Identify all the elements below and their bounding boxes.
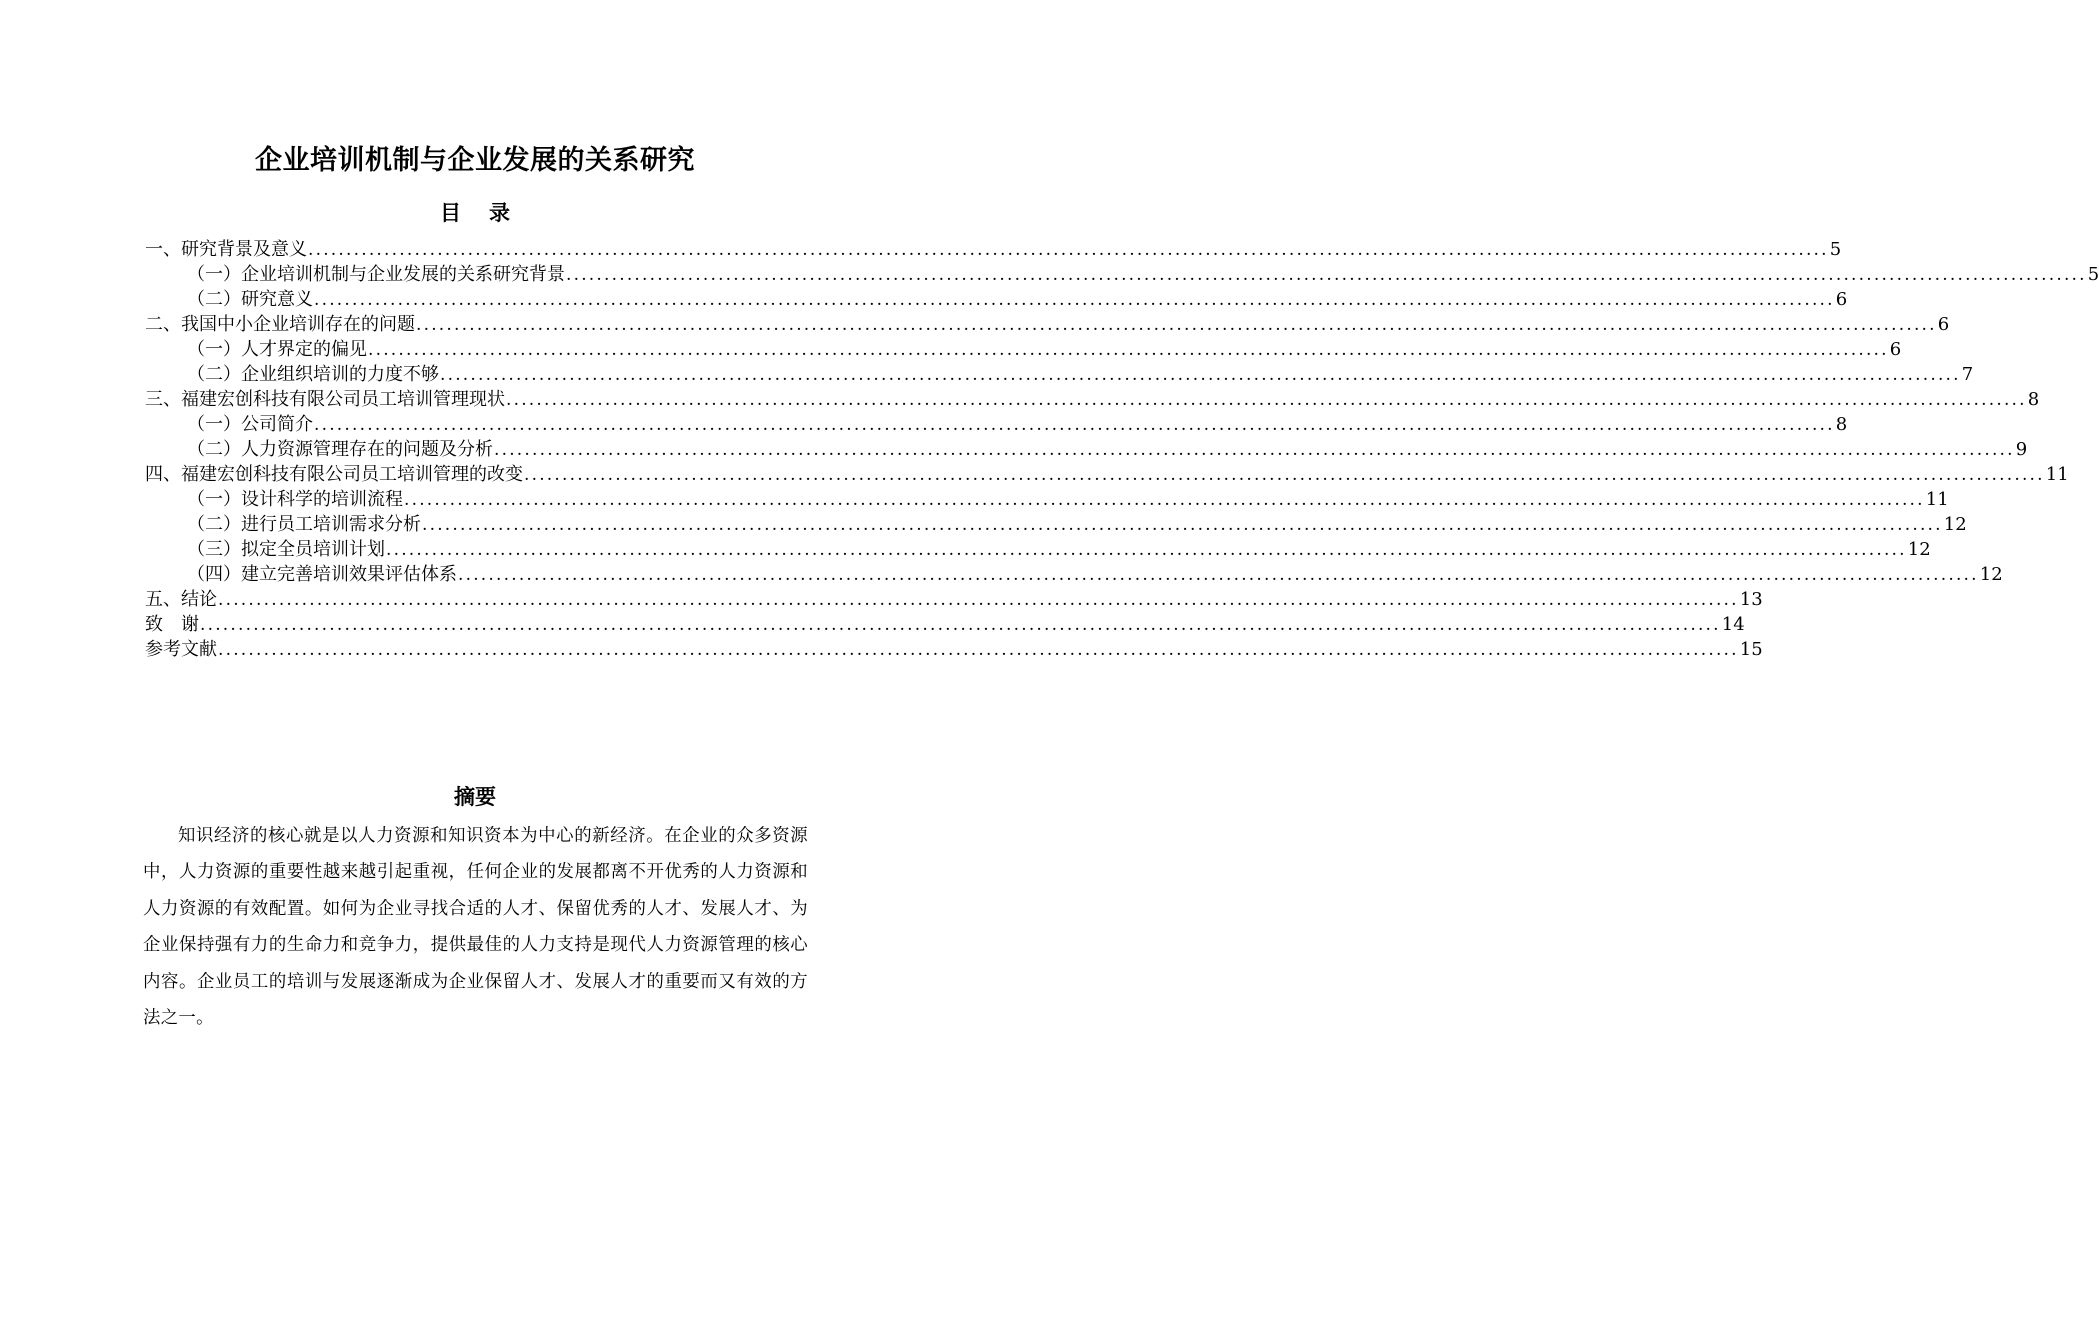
toc-entry-label: （二）企业组织培训的力度不够 — [187, 364, 439, 385]
abstract-body: 知识经济的核心就是以人力资源和知识资本为中心的新经济。在企业的众多资源中，人力资源的重要性越来越引起重视，任何企业的发展都离不开优秀的人力资源和人力资源的有效配置。如何为企业寻找合适的人才、保留优秀的人才、发展人才、为企业保持强有力的生命力和竞争力，提供最佳的人力支持是现代人力资源管理的核心内容。企业员工的培训与发展逐渐成为企业保留人才、发展人才的重要而又有效的方法之一。 — [143, 826, 808, 1029]
toc-entry-page: 6 — [1937, 314, 1950, 335]
toc-dot-leader: ........................................................................................................................................................................................................ — [386, 540, 1907, 560]
toc-entry-page: 14 — [1721, 614, 1745, 635]
toc-entry-page: 5 — [2087, 264, 2099, 285]
toc-entry[interactable] — [145, 412, 1848, 437]
toc-dot-leader: ........................................................................................................................................................................................................ — [440, 365, 1961, 385]
toc-heading — [0, 198, 950, 228]
toc-entry-label: 一、研究背景及意义 — [145, 239, 307, 260]
toc-entry[interactable] — [145, 387, 2040, 412]
toc-dot-leader: ........................................................................................................................................................................................................ — [218, 590, 1739, 610]
toc-entry-page: 5 — [1829, 239, 1842, 260]
toc-entry-page: 12 — [1943, 514, 1967, 535]
toc-entry-page: 12 — [1907, 539, 1931, 560]
document-title: 企业培训机制与企业发展的关系研究 — [255, 145, 695, 176]
toc-heading-char-2: 录 — [489, 200, 510, 225]
toc-dot-leader: ........................................................................................................................................................................................................ — [314, 290, 1835, 310]
toc-entry-label: （二）人力资源管理存在的问题及分析 — [187, 439, 493, 460]
toc-entry-page: 15 — [1739, 639, 1763, 660]
toc-entry-label: 三、福建宏创科技有限公司员工培训管理现状 — [145, 389, 505, 410]
toc-dot-leader: ........................................................................................................................................................................................................ — [566, 265, 2087, 285]
toc-dot-leader: ........................................................................................................................................................................................................ — [494, 440, 2015, 460]
toc-entry-label: （二）进行员工培训需求分析 — [187, 514, 421, 535]
toc-entry[interactable] — [145, 512, 1967, 537]
toc-entry-page: 8 — [2027, 389, 2040, 410]
toc-entry[interactable] — [145, 287, 1848, 312]
toc-entry[interactable] — [145, 262, 2099, 287]
toc-entry[interactable] — [145, 612, 1745, 637]
toc-entry-label: 参考文献 — [145, 639, 217, 660]
toc-entry-page: 6 — [1889, 339, 1902, 360]
toc-entry[interactable] — [145, 562, 2003, 587]
toc-entry[interactable] — [145, 587, 1763, 612]
toc-entry-page: 11 — [1925, 489, 1949, 510]
toc-dot-leader: ........................................................................................................................................................................................................ — [314, 415, 1835, 435]
toc-dot-leader: ........................................................................................................................................................................................................ — [368, 340, 1889, 360]
toc-entry-label: 五、结论 — [145, 589, 217, 610]
toc-dot-leader: ........................................................................................................................................................................................................ — [416, 315, 1937, 335]
toc-entry-label: （二）研究意义 — [187, 289, 313, 310]
toc-entry-page: 9 — [2015, 439, 2028, 460]
toc-entry-label: 致 谢 — [145, 614, 199, 635]
toc-entry[interactable] — [145, 362, 1974, 387]
toc-entry-label: （一）人才界定的偏见 — [187, 339, 367, 360]
toc-entry-label: 四、福建宏创科技有限公司员工培训管理的改变 — [145, 464, 523, 485]
toc-dot-leader: ........................................................................................................................................................................................................ — [404, 490, 1925, 510]
toc-entry[interactable] — [145, 637, 1763, 662]
toc-entry[interactable] — [145, 537, 1931, 562]
toc-heading-char-1: 目 — [440, 200, 461, 225]
toc-entry-page: 13 — [1739, 589, 1763, 610]
toc-entry-label: （一）设计科学的培训流程 — [187, 489, 403, 510]
toc-entry[interactable] — [145, 237, 1842, 262]
toc-dot-leader: ........................................................................................................................................................................................................ — [458, 565, 1979, 585]
toc-entry-label: （三）拟定全员培训计划 — [187, 539, 385, 560]
abstract-heading: 摘要 — [454, 784, 496, 809]
toc-dot-leader: ........................................................................................................................................................................................................ — [200, 615, 1721, 635]
toc-entry-page: 7 — [1961, 364, 1974, 385]
toc-entry-label: 二、我国中小企业培训存在的问题 — [145, 314, 415, 335]
toc-entry[interactable] — [145, 437, 2028, 462]
toc-entry-page: 6 — [1835, 289, 1848, 310]
toc-entry[interactable] — [145, 312, 1950, 337]
toc-entry[interactable] — [145, 462, 2069, 487]
toc-dot-leader: ........................................................................................................................................................................................................ — [422, 515, 1943, 535]
toc-entry[interactable] — [145, 487, 1949, 512]
toc-entry[interactable] — [145, 337, 1902, 362]
table-of-contents — [145, 237, 2099, 662]
toc-dot-leader: ........................................................................................................................................................................................................ — [218, 640, 1739, 660]
toc-dot-leader: ........................................................................................................................................................................................................ — [506, 390, 2027, 410]
toc-entry-page: 8 — [1835, 414, 1848, 435]
toc-entry-label: （一）企业培训机制与企业发展的关系研究背景 — [187, 264, 565, 285]
toc-entry-label: （一）公司简介 — [187, 414, 313, 435]
toc-dot-leader: ........................................................................................................................................................................................................ — [524, 465, 2045, 485]
toc-entry-page: 11 — [2045, 464, 2069, 485]
toc-dot-leader: ........................................................................................................................................................................................................ — [308, 240, 1829, 260]
toc-entry-label: （四）建立完善培训效果评估体系 — [187, 564, 457, 585]
toc-entry-page: 12 — [1979, 564, 2003, 585]
